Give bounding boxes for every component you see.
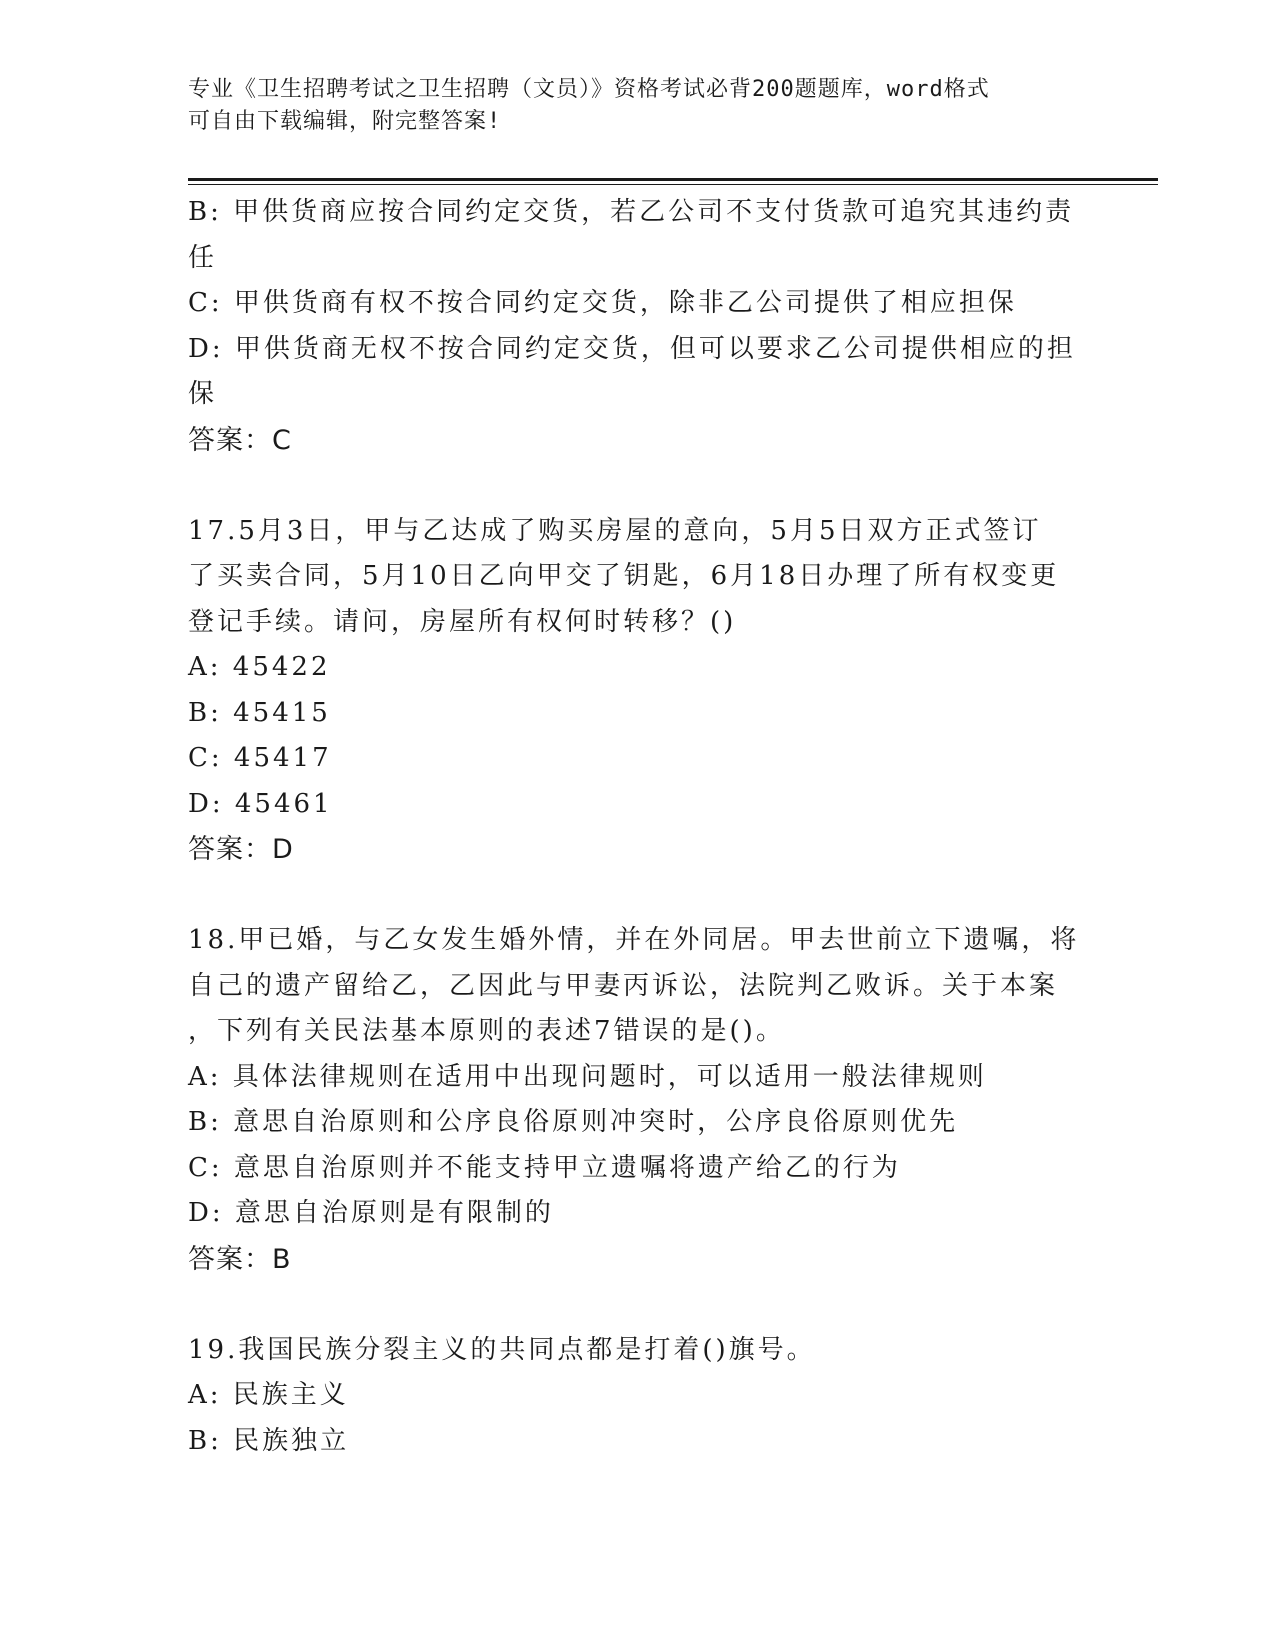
q17-option-d: D: 45461: [188, 788, 333, 819]
q18-option-c: C: 意思自治原则并不能支持甲立遗嘱将遗产给乙的行为: [188, 1152, 901, 1183]
q19-option-a: A: 民族主义: [188, 1380, 349, 1410]
q17-stem-line-1: 17.5月3日，甲与乙达成了购买房屋的意向，5月5日双方正式签订: [188, 515, 1042, 546]
header-line-1: 专业《卫生招聘考试之卫生招聘（文员）》资格考试必背200题题库，word格式: [188, 77, 990, 102]
q18-option-d: D: 意思自治原则是有限制的: [188, 1198, 554, 1228]
q17-answer: 答案：D: [188, 834, 294, 865]
q16-option-d-line-2: 保: [188, 379, 218, 409]
q19-stem-line-1: 19.我国民族分裂主义的共同点都是打着()旗号。: [188, 1334, 816, 1365]
q18-stem-line-2: 自己的遗产留给乙，乙因此与甲妻丙诉讼，法院判乙败诉。关于本案: [188, 970, 1059, 1001]
q16-answer: 答案：C: [188, 424, 292, 456]
question-17: [188, 509, 1088, 873]
q17-stem-line-2: 了买卖合同，5月10日乙向甲交了钥匙，6月18日办理了所有权变更: [188, 561, 1060, 591]
question-18: [188, 918, 1088, 1282]
q17-stem-line-3: 登记手续。请问，房屋所有权何时转移？(): [188, 606, 737, 637]
q18-answer: 答案：B: [188, 1243, 292, 1275]
q16-option-b-line-1: B: 甲供货商应按合同约定交货，若乙公司不支付货款可追究其违约责: [188, 197, 1075, 227]
q19-option-b: B: 民族独立: [188, 1425, 350, 1456]
header-divider-thick: [188, 178, 1158, 181]
header-divider-thin: [188, 184, 1158, 185]
q16-option-d-line-1: D: 甲供货商无权不按合同约定交货，但可以要求乙公司提供相应的担: [188, 333, 1076, 364]
q17-option-a: A: 45422: [188, 652, 331, 682]
document-header: [188, 74, 1088, 138]
q16-option-b-line-2: 任: [188, 242, 218, 273]
question-16: [188, 190, 1088, 463]
q16-option-c: C: 甲供货商有权不按合同约定交货，除非乙公司提供了相应担保: [188, 288, 1017, 318]
q18-option-b: B: 意思自治原则和公序良俗原则冲突时，公序良俗原则优先: [188, 1107, 959, 1137]
header-line-2: 可自由下载编辑，附完整答案!: [188, 109, 502, 134]
document-body: [188, 190, 1088, 1464]
q17-option-b: B: 45415: [188, 697, 331, 728]
q18-stem-line-3: ，下列有关民法基本原则的表述7错误的是()。: [188, 1016, 785, 1046]
q17-option-c: C: 45417: [188, 743, 332, 773]
q18-stem-line-1: 18.甲已婚，与乙女发生婚外情，并在外同居。甲去世前立下遗嘱，将: [188, 925, 1080, 955]
q18-option-a: A: 具体法律规则在适用中出现问题时，可以适用一般法律规则: [188, 1061, 987, 1092]
spacer: [188, 873, 1088, 919]
question-19: [188, 1328, 1088, 1465]
spacer: [188, 463, 1088, 509]
spacer: [188, 1282, 1088, 1328]
